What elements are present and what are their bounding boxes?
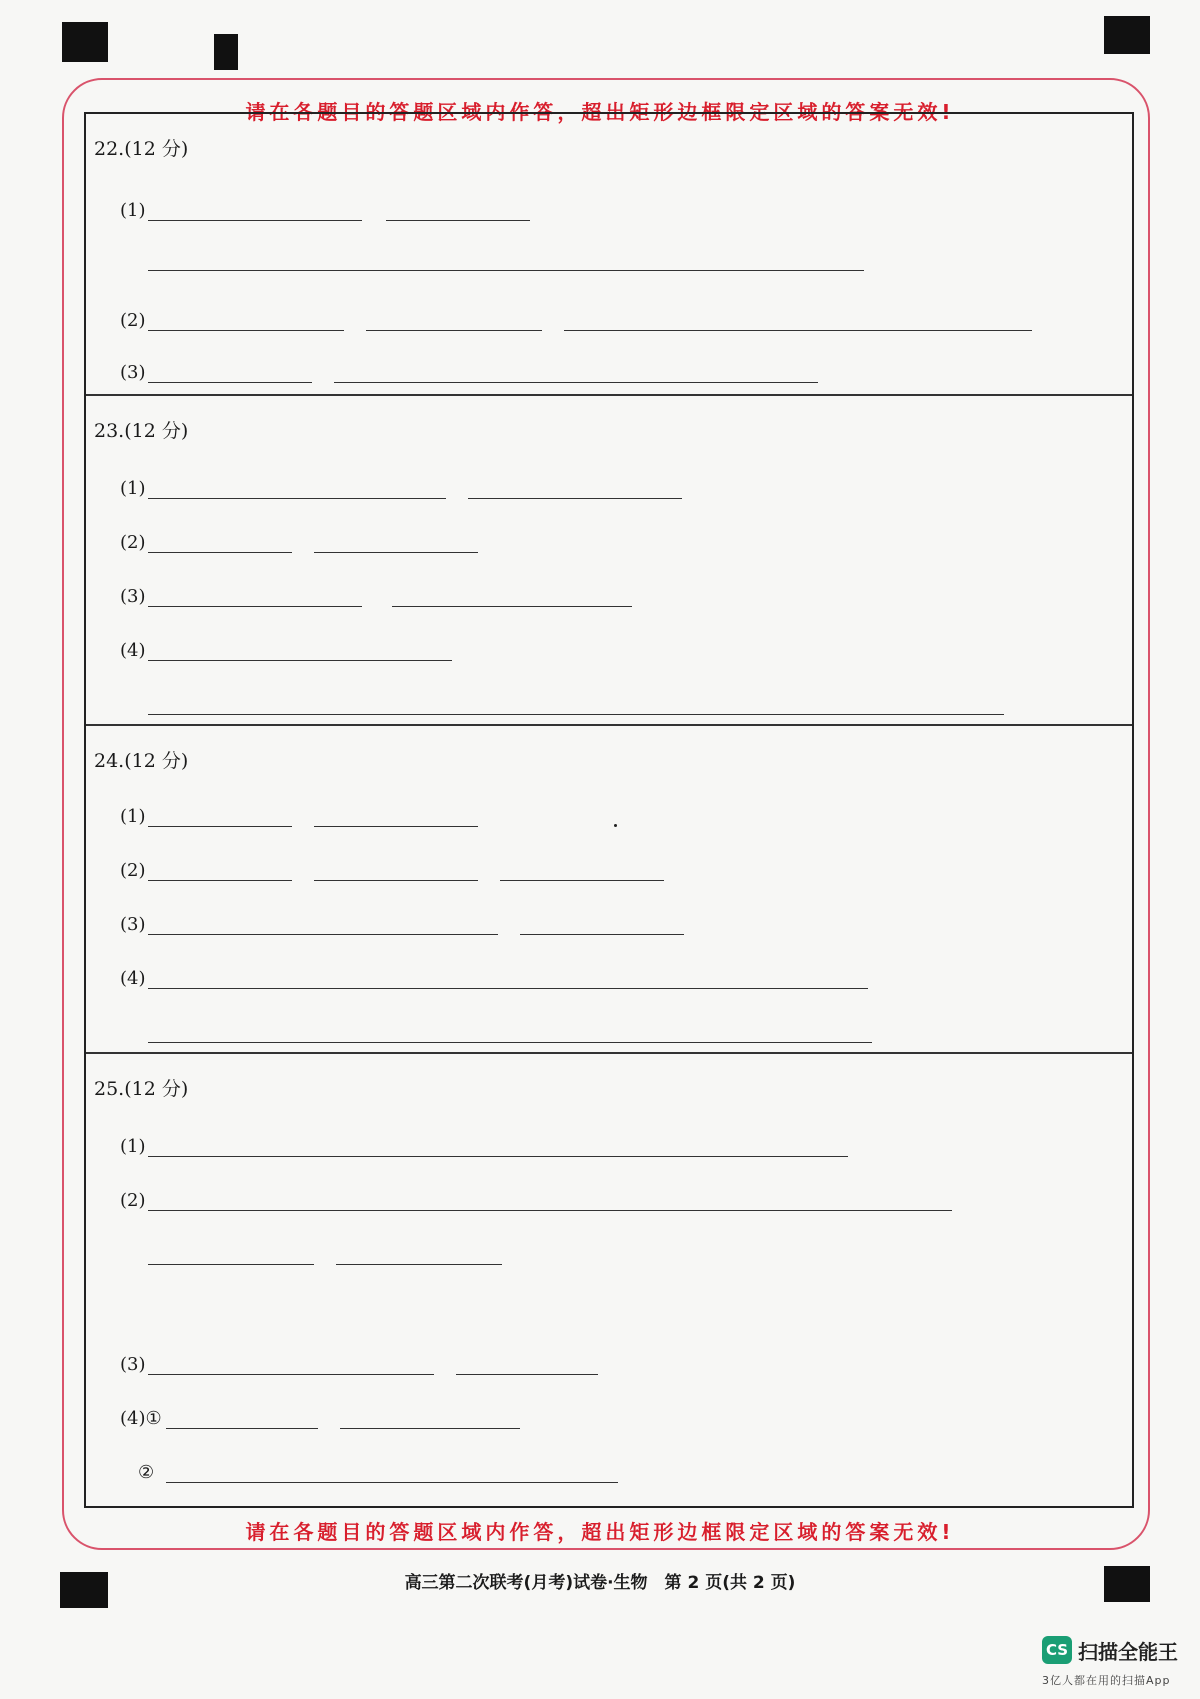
q23-part-3-label: (3) (120, 586, 146, 607)
q22-part-1-label: (1) (120, 200, 146, 221)
q25-part-1-label: (1) (120, 1136, 146, 1157)
alignment-marker-top-left-small (214, 34, 238, 70)
answer-blank[interactable] (366, 330, 542, 331)
answer-blank[interactable] (314, 826, 478, 827)
q22-part-3-label: (3) (120, 362, 146, 383)
q25-part-2-label: (2) (120, 1190, 146, 1211)
q25-part-4 (120, 1408, 1120, 1432)
warning-top: 请在各题目的答题区域内作答，超出矩形边框限定区域的答案无效! (245, 100, 955, 124)
page-footer: 高三第二次联考(月考)试卷·生物 第 2 页(共 2 页) (404, 1573, 796, 1593)
q22-part-2 (120, 310, 1120, 334)
question-22-title: 22.(12 分) (94, 138, 189, 160)
answer-blank[interactable] (148, 714, 1004, 715)
answer-blank[interactable] (148, 934, 498, 935)
question-24-section (86, 726, 1132, 1054)
answer-blank[interactable] (148, 880, 292, 881)
camscanner-name: 扫描全能王 (1078, 1640, 1178, 1664)
answer-box (84, 112, 1134, 1508)
answer-blank[interactable] (148, 270, 864, 271)
q23-part-2 (120, 532, 1120, 556)
answer-blank[interactable] (148, 1264, 314, 1265)
camscanner-logo: CS (1042, 1636, 1072, 1664)
q22-part-1 (120, 200, 1120, 224)
question-23-section (86, 396, 1132, 726)
answer-blank[interactable] (148, 826, 292, 827)
q25-part-3 (120, 1354, 1120, 1378)
question-23-title: 23.(12 分) (94, 420, 189, 442)
answer-blank[interactable] (314, 552, 478, 553)
answer-blank[interactable] (148, 988, 868, 989)
camscanner-tagline: 3亿人都在用的扫描App (1042, 1674, 1171, 1687)
q23-part-4-label: (4) (120, 640, 146, 661)
answer-blank[interactable] (148, 1042, 872, 1043)
warning-bottom: 请在各题目的答题区域内作答，超出矩形边框限定区域的答案无效! (245, 1520, 955, 1544)
answer-blank[interactable] (166, 1482, 618, 1483)
question-25-title: 25.(12 分) (94, 1078, 189, 1100)
question-25-section (86, 1054, 1132, 1506)
answer-blank[interactable] (520, 934, 684, 935)
answer-blank[interactable] (564, 330, 1032, 331)
ink-speck (614, 824, 617, 827)
answer-blank[interactable] (314, 880, 478, 881)
q25-part-4-2 (138, 1462, 1118, 1486)
q25-part-4-2-label: ② (138, 1462, 155, 1483)
q25-part-3-label: (3) (120, 1354, 146, 1375)
q23-part-1 (120, 478, 1120, 502)
answer-blank[interactable] (468, 498, 682, 499)
q24-part-3 (120, 914, 1120, 938)
answer-blank[interactable] (148, 660, 452, 661)
q24-part-3-label: (3) (120, 914, 146, 935)
answer-blank[interactable] (336, 1264, 502, 1265)
answer-blank[interactable] (148, 220, 362, 221)
answer-blank[interactable] (456, 1374, 598, 1375)
answer-blank[interactable] (148, 498, 446, 499)
q24-part-2 (120, 860, 1120, 884)
q25-part-2 (120, 1190, 1120, 1214)
q22-part-3 (120, 362, 1120, 386)
q23-part-4 (120, 640, 1120, 664)
question-24-title: 24.(12 分) (94, 750, 189, 772)
alignment-marker-top-left (62, 22, 108, 62)
answer-blank[interactable] (340, 1428, 520, 1429)
q24-part-1 (120, 806, 1120, 830)
q23-part-3 (120, 586, 1120, 610)
answer-blank[interactable] (166, 1428, 318, 1429)
q23-part-2-label: (2) (120, 532, 146, 553)
answer-blank[interactable] (148, 606, 362, 607)
q24-part-4-label: (4) (120, 968, 146, 989)
q24-part-2-label: (2) (120, 860, 146, 881)
question-22-section (86, 114, 1132, 396)
answer-blank[interactable] (500, 880, 664, 881)
q22-part-2-label: (2) (120, 310, 146, 331)
answer-blank[interactable] (148, 330, 344, 331)
answer-blank[interactable] (386, 220, 530, 221)
answer-blank[interactable] (148, 1374, 434, 1375)
q24-part-4 (120, 968, 1120, 992)
q24-part-1-label: (1) (120, 806, 146, 827)
answer-blank[interactable] (148, 382, 312, 383)
alignment-marker-top-right (1104, 16, 1150, 54)
answer-blank[interactable] (334, 382, 818, 383)
answer-blank[interactable] (148, 552, 292, 553)
answer-blank[interactable] (148, 1156, 848, 1157)
q25-part-4-label: (4)① (120, 1408, 162, 1429)
answer-blank[interactable] (148, 1210, 952, 1211)
answer-blank[interactable] (392, 606, 632, 607)
q25-part-1 (120, 1136, 1120, 1160)
q23-part-1-label: (1) (120, 478, 146, 499)
